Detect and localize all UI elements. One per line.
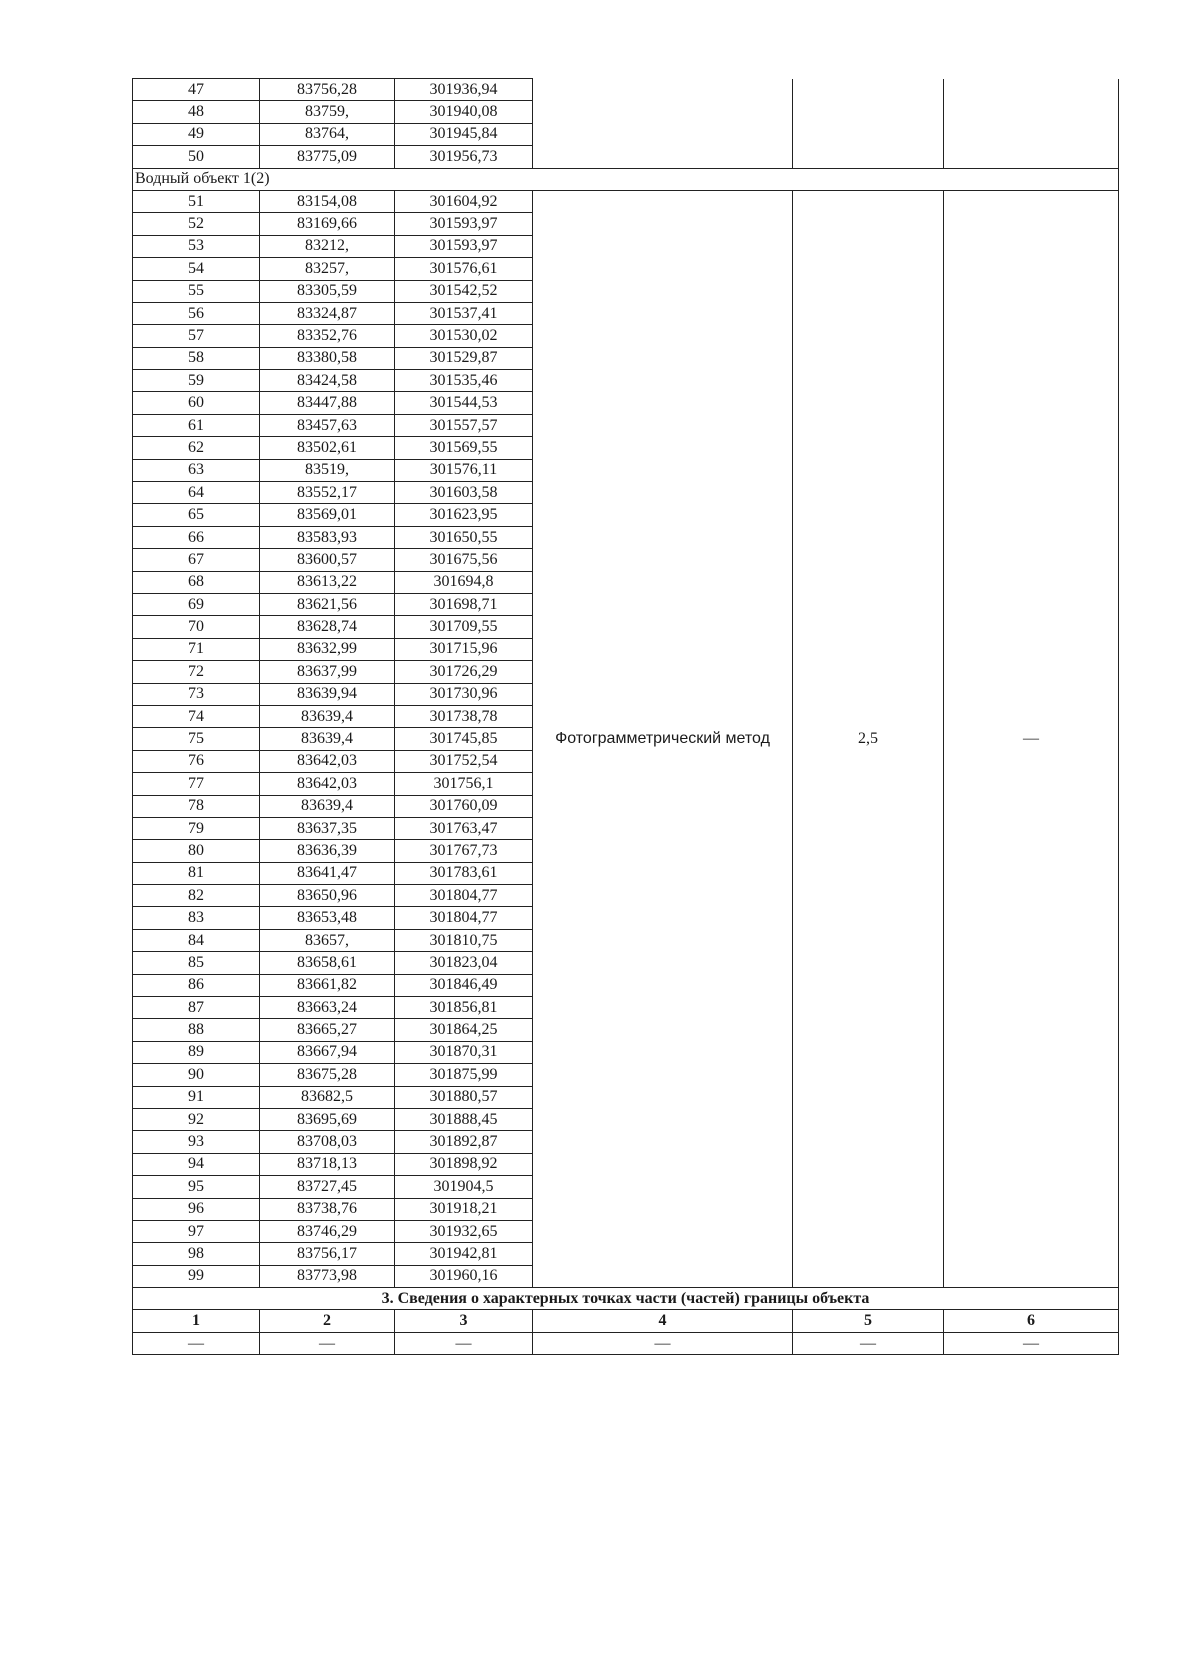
coordinate-x: 83639,94 — [260, 683, 395, 705]
point-number: 75 — [133, 728, 260, 750]
column-number: 3 — [395, 1310, 533, 1332]
accuracy-cell-continued — [793, 79, 944, 169]
point-number: 94 — [133, 1153, 260, 1175]
point-number: 68 — [133, 571, 260, 593]
point-number: 59 — [133, 370, 260, 392]
point-number: 95 — [133, 1176, 260, 1198]
coordinate-y: 301904,5 — [395, 1176, 533, 1198]
column-number: 5 — [793, 1310, 944, 1332]
empty-cell: — — [395, 1332, 533, 1354]
coordinate-y: 301593,97 — [395, 213, 533, 235]
description-cell-continued — [944, 79, 1119, 169]
coordinate-y: 301888,45 — [395, 1108, 533, 1130]
coordinate-x: 83154,08 — [260, 190, 395, 212]
point-number: 61 — [133, 414, 260, 436]
coordinate-y: 301864,25 — [395, 1019, 533, 1041]
point-number: 56 — [133, 302, 260, 324]
coordinate-y: 301804,77 — [395, 907, 533, 929]
point-number: 77 — [133, 773, 260, 795]
coordinate-y: 301880,57 — [395, 1086, 533, 1108]
coordinate-y: 301846,49 — [395, 974, 533, 996]
coordinate-x: 83639,4 — [260, 795, 395, 817]
point-number: 64 — [133, 482, 260, 504]
coordinate-y: 301936,94 — [395, 79, 533, 101]
coordinate-x: 83637,99 — [260, 661, 395, 683]
empty-cell: — — [944, 1332, 1119, 1354]
point-number: 73 — [133, 683, 260, 705]
coordinate-x: 83746,29 — [260, 1220, 395, 1242]
coordinate-y: 301694,8 — [395, 571, 533, 593]
point-number: 70 — [133, 616, 260, 638]
coordinate-x: 83169,66 — [260, 213, 395, 235]
coordinate-y: 301945,84 — [395, 123, 533, 145]
coordinate-y: 301715,96 — [395, 638, 533, 660]
point-number: 47 — [133, 79, 260, 101]
coordinate-y: 301783,61 — [395, 862, 533, 884]
coordinate-y: 301760,09 — [395, 795, 533, 817]
coordinate-y: 301823,04 — [395, 952, 533, 974]
coordinate-x: 83641,47 — [260, 862, 395, 884]
point-number: 86 — [133, 974, 260, 996]
coordinate-x: 83628,74 — [260, 616, 395, 638]
point-number: 90 — [133, 1064, 260, 1086]
coordinate-x: 83637,35 — [260, 817, 395, 839]
coordinate-y: 301529,87 — [395, 347, 533, 369]
point-number: 92 — [133, 1108, 260, 1130]
coordinate-x: 83632,99 — [260, 638, 395, 660]
coordinate-x: 83639,4 — [260, 705, 395, 727]
empty-data-row — [133, 1332, 1119, 1354]
point-number: 78 — [133, 795, 260, 817]
column-number: 6 — [944, 1310, 1119, 1332]
coordinate-x: 83639,4 — [260, 728, 395, 750]
column-number: 1 — [133, 1310, 260, 1332]
coordinate-x: 83447,88 — [260, 392, 395, 414]
coordinate-y: 301593,97 — [395, 235, 533, 257]
point-number: 71 — [133, 638, 260, 660]
coordinate-y: 301875,99 — [395, 1064, 533, 1086]
point-number: 52 — [133, 213, 260, 235]
coordinate-x: 83727,45 — [260, 1176, 395, 1198]
coordinate-y: 301569,55 — [395, 437, 533, 459]
coordinate-x: 83695,69 — [260, 1108, 395, 1130]
coordinate-y: 301709,55 — [395, 616, 533, 638]
coordinate-y: 301870,31 — [395, 1041, 533, 1063]
empty-cell: — — [260, 1332, 395, 1354]
coordinate-x: 83519, — [260, 459, 395, 481]
coordinate-y: 301738,78 — [395, 705, 533, 727]
coordinate-y: 301542,52 — [395, 280, 533, 302]
coordinate-y: 301956,73 — [395, 146, 533, 168]
coordinate-y: 301650,55 — [395, 526, 533, 548]
point-number: 65 — [133, 504, 260, 526]
group-header-row — [133, 168, 1119, 190]
coordinate-x: 83650,96 — [260, 885, 395, 907]
coordinate-y: 301675,56 — [395, 549, 533, 571]
point-number: 87 — [133, 997, 260, 1019]
column-number-row — [133, 1310, 1119, 1332]
document-sheet — [132, 78, 1116, 1355]
coordinate-y: 301892,87 — [395, 1131, 533, 1153]
coordinate-y: 301804,77 — [395, 885, 533, 907]
column-number: 2 — [260, 1310, 395, 1332]
coordinate-x: 83352,76 — [260, 325, 395, 347]
coordinate-y: 301767,73 — [395, 840, 533, 862]
point-number: 50 — [133, 146, 260, 168]
empty-cell: — — [133, 1332, 260, 1354]
coordinate-x: 83653,48 — [260, 907, 395, 929]
point-number: 97 — [133, 1220, 260, 1242]
coordinate-x: 83212, — [260, 235, 395, 257]
coordinate-y: 301530,02 — [395, 325, 533, 347]
point-number: 98 — [133, 1243, 260, 1265]
coordinate-y: 301960,16 — [395, 1265, 533, 1287]
coordinate-y: 301898,92 — [395, 1153, 533, 1175]
point-number: 89 — [133, 1041, 260, 1063]
coordinate-y: 301576,11 — [395, 459, 533, 481]
point-number: 85 — [133, 952, 260, 974]
coordinate-x: 83708,03 — [260, 1131, 395, 1153]
coordinate-x: 83738,76 — [260, 1198, 395, 1220]
section-3-title: 3. Сведения о характерных точках части (частей) границы объекта — [133, 1288, 1119, 1310]
point-number: 54 — [133, 258, 260, 280]
method-cell-continued — [533, 79, 793, 169]
coordinate-x: 83502,61 — [260, 437, 395, 459]
coordinate-y: 301730,96 — [395, 683, 533, 705]
point-number: 69 — [133, 593, 260, 615]
point-number: 53 — [133, 235, 260, 257]
coordinate-x: 83756,28 — [260, 79, 395, 101]
coordinate-y: 301604,92 — [395, 190, 533, 212]
point-number: 82 — [133, 885, 260, 907]
point-number: 72 — [133, 661, 260, 683]
coordinate-x: 83642,03 — [260, 773, 395, 795]
accuracy-cell: 2,5 — [793, 190, 944, 1287]
coordinate-x: 83424,58 — [260, 370, 395, 392]
coordinate-x: 83257, — [260, 258, 395, 280]
coordinate-y: 301726,29 — [395, 661, 533, 683]
section-title-row — [133, 1288, 1119, 1310]
point-number: 62 — [133, 437, 260, 459]
point-number: 81 — [133, 862, 260, 884]
table-row — [133, 79, 1119, 101]
coordinate-y: 301918,21 — [395, 1198, 533, 1220]
point-number: 88 — [133, 1019, 260, 1041]
coordinate-y: 301544,53 — [395, 392, 533, 414]
point-number: 83 — [133, 907, 260, 929]
coordinate-x: 83324,87 — [260, 302, 395, 324]
coordinate-x: 83305,59 — [260, 280, 395, 302]
coordinate-x: 83658,61 — [260, 952, 395, 974]
coordinate-y: 301603,58 — [395, 482, 533, 504]
point-number: 93 — [133, 1131, 260, 1153]
point-number: 66 — [133, 526, 260, 548]
coordinate-x: 83621,56 — [260, 593, 395, 615]
description-cell: — — [944, 190, 1119, 1287]
coordinate-x: 83756,17 — [260, 1243, 395, 1265]
coordinate-y: 301537,41 — [395, 302, 533, 324]
coordinate-x: 83663,24 — [260, 997, 395, 1019]
coordinate-x: 83636,39 — [260, 840, 395, 862]
point-number: 84 — [133, 929, 260, 951]
point-number: 57 — [133, 325, 260, 347]
table-row — [133, 190, 1119, 212]
point-number: 49 — [133, 123, 260, 145]
coordinate-x: 83552,17 — [260, 482, 395, 504]
coordinate-y: 301557,57 — [395, 414, 533, 436]
point-number: 48 — [133, 101, 260, 123]
point-number: 79 — [133, 817, 260, 839]
point-number: 80 — [133, 840, 260, 862]
point-number: 58 — [133, 347, 260, 369]
point-number: 74 — [133, 705, 260, 727]
point-number: 67 — [133, 549, 260, 571]
coordinate-x: 83600,57 — [260, 549, 395, 571]
coordinate-x: 83642,03 — [260, 750, 395, 772]
coordinate-x: 83718,13 — [260, 1153, 395, 1175]
point-number: 63 — [133, 459, 260, 481]
coordinate-x: 83583,93 — [260, 526, 395, 548]
coordinate-y: 301745,85 — [395, 728, 533, 750]
point-number: 96 — [133, 1198, 260, 1220]
coordinate-x: 83675,28 — [260, 1064, 395, 1086]
method-cell: Фотограмметрический метод — [533, 190, 793, 1287]
point-number: 76 — [133, 750, 260, 772]
empty-cell: — — [533, 1332, 793, 1354]
coordinate-x: 83457,63 — [260, 414, 395, 436]
coordinate-y: 301932,65 — [395, 1220, 533, 1242]
coordinate-x: 83380,58 — [260, 347, 395, 369]
point-number: 91 — [133, 1086, 260, 1108]
coordinate-y: 301756,1 — [395, 773, 533, 795]
coordinate-x: 83661,82 — [260, 974, 395, 996]
coordinate-x: 83657, — [260, 929, 395, 951]
coordinate-y: 301763,47 — [395, 817, 533, 839]
coordinate-y: 301856,81 — [395, 997, 533, 1019]
coordinate-x: 83569,01 — [260, 504, 395, 526]
coordinate-y: 301576,61 — [395, 258, 533, 280]
coordinate-x: 83759, — [260, 101, 395, 123]
coordinate-y: 301940,08 — [395, 101, 533, 123]
coordinate-y: 301942,81 — [395, 1243, 533, 1265]
coordinate-x: 83682,5 — [260, 1086, 395, 1108]
coordinate-x: 83667,94 — [260, 1041, 395, 1063]
coordinate-y: 301623,95 — [395, 504, 533, 526]
coordinate-x: 83764, — [260, 123, 395, 145]
coordinate-y: 301535,46 — [395, 370, 533, 392]
group-label: Водный объект 1(2) — [133, 168, 1119, 190]
coordinate-x: 83773,98 — [260, 1265, 395, 1287]
coordinate-x: 83665,27 — [260, 1019, 395, 1041]
point-number: 51 — [133, 190, 260, 212]
coordinate-y: 301752,54 — [395, 750, 533, 772]
point-number: 60 — [133, 392, 260, 414]
coordinate-y: 301810,75 — [395, 929, 533, 951]
empty-cell: — — [793, 1332, 944, 1354]
point-number: 99 — [133, 1265, 260, 1287]
point-number: 55 — [133, 280, 260, 302]
coordinate-x: 83613,22 — [260, 571, 395, 593]
coordinates-table — [132, 78, 1119, 1355]
coordinate-x: 83775,09 — [260, 146, 395, 168]
coordinate-y: 301698,71 — [395, 593, 533, 615]
column-number: 4 — [533, 1310, 793, 1332]
coordinates-table-body — [133, 79, 1119, 1355]
